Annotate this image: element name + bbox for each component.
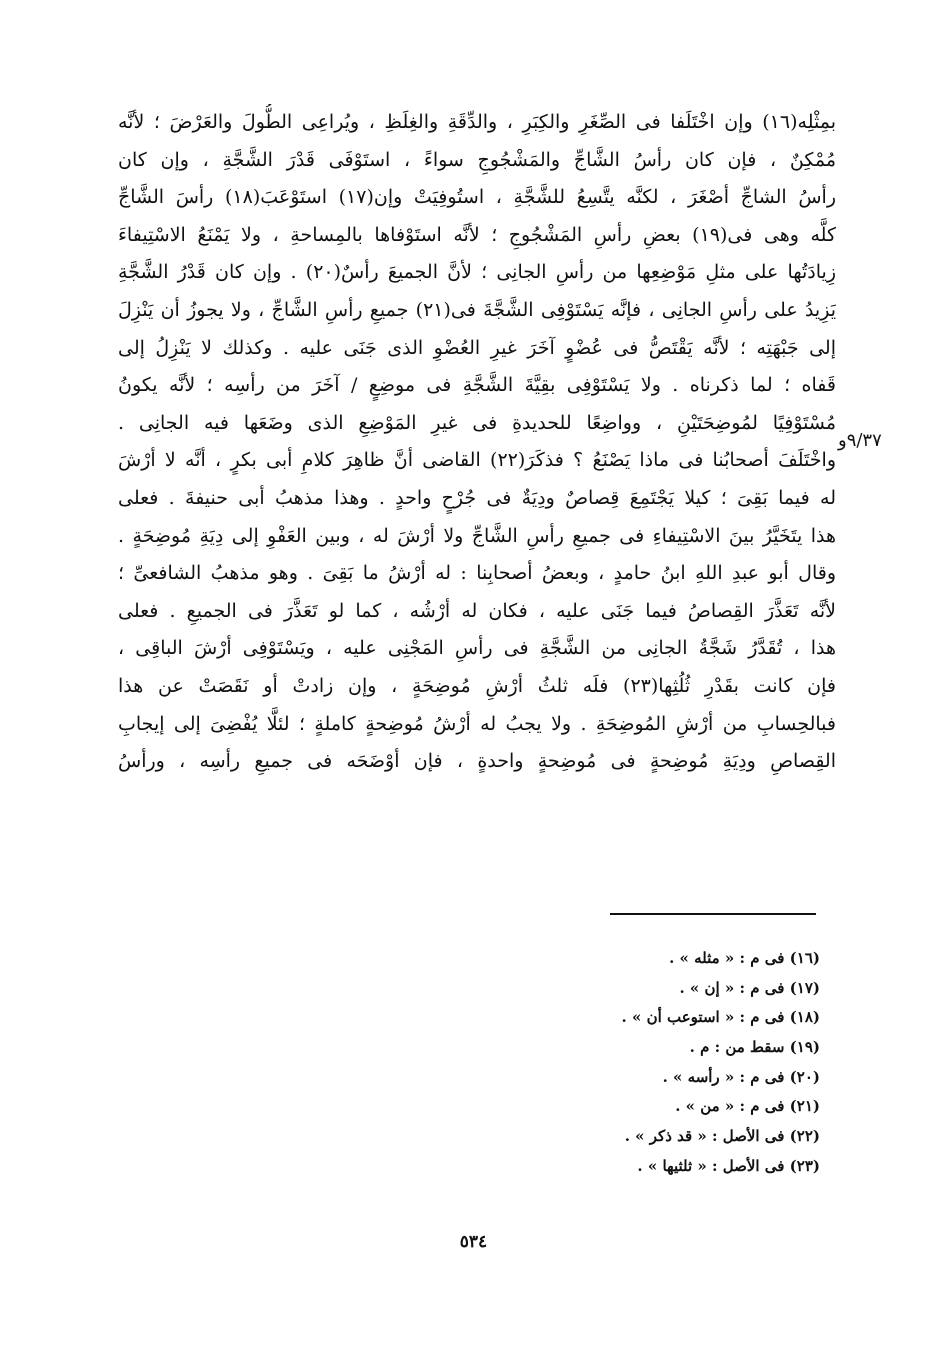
text-line: كلَّه وهى فى(١٩) بعضِ رأسِ المَشْجُوجِ ؛ لأنَّه استَوْفاها بالمِساحةِ ، ولا يَمْنَعُ الاسْتِيفاءَ bbox=[118, 223, 836, 246]
footnote: (١٧) فى م : « إن » . bbox=[679, 978, 820, 997]
text-line: بمِثْلِه(١٦) وإن اخْتَلَفا فى الصِّغَرِ والكِبَرِ ، والدِّقَةِ والغِلَظِ ، ويُراعِى الطُّولَ والعَرْضَ ؛ لأنَّه bbox=[118, 111, 836, 133]
main-text-block bbox=[118, 104, 836, 781]
text-line: زِيادَتُها على مثلِ مَوْضِعِها من رأسِ الجانِى ؛ لأنَّ الجميعَ رأسٌ(٢٠) . وإن كان قَدْرُ الشَّجَّةِ bbox=[118, 261, 836, 284]
footnotes-list bbox=[420, 944, 820, 1182]
footnote: (٢٠) فى م : « رأسه » . bbox=[662, 1067, 820, 1086]
footnote: (١٨) فى م : « استوعب أن » . bbox=[621, 1008, 820, 1027]
footnote-separator bbox=[610, 913, 816, 915]
text-line: إلى جَبْهَتِه ؛ لأنَّه يَقْتَصُّ فى عُضْوٍ آخَرَ غيرِ العُضْوِ الذى جَنَى عليه . وكذلك لا يَنْزِلُ إلى bbox=[118, 336, 836, 359]
text-line: وقال أبو عبدِ اللهِ ابنُ حامدٍ ، وبعضُ أصحابِنا : له أرْشُ ما بَقِىَ . وهو مذهبُ الشافعىِّ ؛ bbox=[118, 562, 836, 585]
footnote: (٢٣) فى الأصل : « ثلثيها » . bbox=[637, 1156, 820, 1175]
footnote: (١٩) سقط من : م . bbox=[689, 1038, 820, 1057]
page-number: ٥٣٤ bbox=[459, 1232, 488, 1252]
text-line: فإن كانت بقَدْرِ ثُلُثِها(٢٣) فلَه ثلثُ أرْشِ مُوضِحَةٍ ، وإن زادتْ أو نَقَصَتْ عن هذا bbox=[118, 674, 836, 697]
text-line: له فيما بَقِىَ ؛ كيلا يَجْتَمِعَ قِصاصٌ ودِيَةٌ فى جُرْحٍ واحدٍ . وهذا مذهبُ أبى حنيفةَ . فعلى bbox=[118, 486, 836, 509]
text-line: القِصاصِ ودِيَةِ مُوضِحةٍ فى مُوضِحةٍ واحدةٍ ، فإن أوْضَحَه فى جميعِ رأسِه ، ورأسُ bbox=[118, 750, 836, 773]
text-line: هذا ، تُقَدَّرُ شَجَّةُ الجانِى من الشَّجَّةِ فى رأسِ المَجْنِى عليه ، ويَسْتَوْفِى أرْشَ الباقِى ، bbox=[118, 637, 836, 660]
text-line: لأنَّه تَعَذَّرَ القِصاصُ فيما جَنَى عليه ، فكان له أرْشُه ، كما لو تَعَذَّرَ فى الجميعِ . فعلى bbox=[118, 599, 836, 622]
text-line: واخْتَلَفَ أصحابُنا فى ماذا يَصْنَعُ ؟ فذكَرَ(٢٢) القاضى أنَّ ظاهِرَ كلامِ أبى بكرٍ ، أنَّه لا أرْشَ bbox=[118, 449, 836, 472]
footnote: (٢١) فى م : « من » . bbox=[675, 1097, 820, 1116]
text-line: مُمْكِنٌ ، فإن كان رأسُ الشَّاجِّ والمَشْجُوجِ سواءً ، استَوْفَى قَدْرَ الشَّجَّةِ ، وإن كان bbox=[118, 148, 836, 171]
text-line: فبالحِسابِ من أرْشِ المُوضِحَةِ . ولا يجبُ له أرْشُ مُوضِحةٍ كاملةٍ ؛ لئلَّا يُفْضِىَ إلى إيجابِ bbox=[118, 712, 836, 735]
text-line: قَفاه ؛ لما ذكرناه . ولا يَسْتَوْفِى بقِيَّةَ الشَّجَّةِ فى موضِعٍ / آخَرَ من رأسِه ؛ لأنَّه يكونُ bbox=[118, 374, 836, 397]
footnote: (١٦) فى م : « مثله » . bbox=[669, 949, 820, 967]
text-line: رأسُ الشاجِّ أصْغَرَ ، لكنَّه يتَّسِعُ للشَّجَّةِ ، استُوفِيَتْ وإن(١٧) استَوْعَبَ(١٨) رأسَ الشَّاجِّ bbox=[118, 186, 836, 209]
text-line: مُسْتَوْفِيًا لمُوضِحَتَيْنِ ، وواضِعًا للحديدةِ فى غيرِ المَوْضِعِ الذى وضَعَها فيه الجانِى . bbox=[118, 411, 836, 434]
margin-folio-reference: ٩/٣٧و bbox=[838, 430, 882, 451]
text-line: هذا يتَخَيَّرُ بينَ الاسْتِيفاءِ فى جميعِ رأسِ الشَّاجِّ ولا أرْشَ له ، وبين العَفْوِ إلى دِيَةِ مُوضِحَةٍ . bbox=[118, 524, 836, 547]
footnote: (٢٢) فى الأصل : « قد ذكر » . bbox=[624, 1127, 820, 1146]
text-line: يَزِيدُ على رأسِ الجانِى ، فإنَّه يَسْتَوْفِى الشَّجَّةَ فى(٢١) جميعِ رأسِ الشَّاجِّ ، ولا يجوزُ أن يَنْزِلَ bbox=[118, 298, 836, 321]
